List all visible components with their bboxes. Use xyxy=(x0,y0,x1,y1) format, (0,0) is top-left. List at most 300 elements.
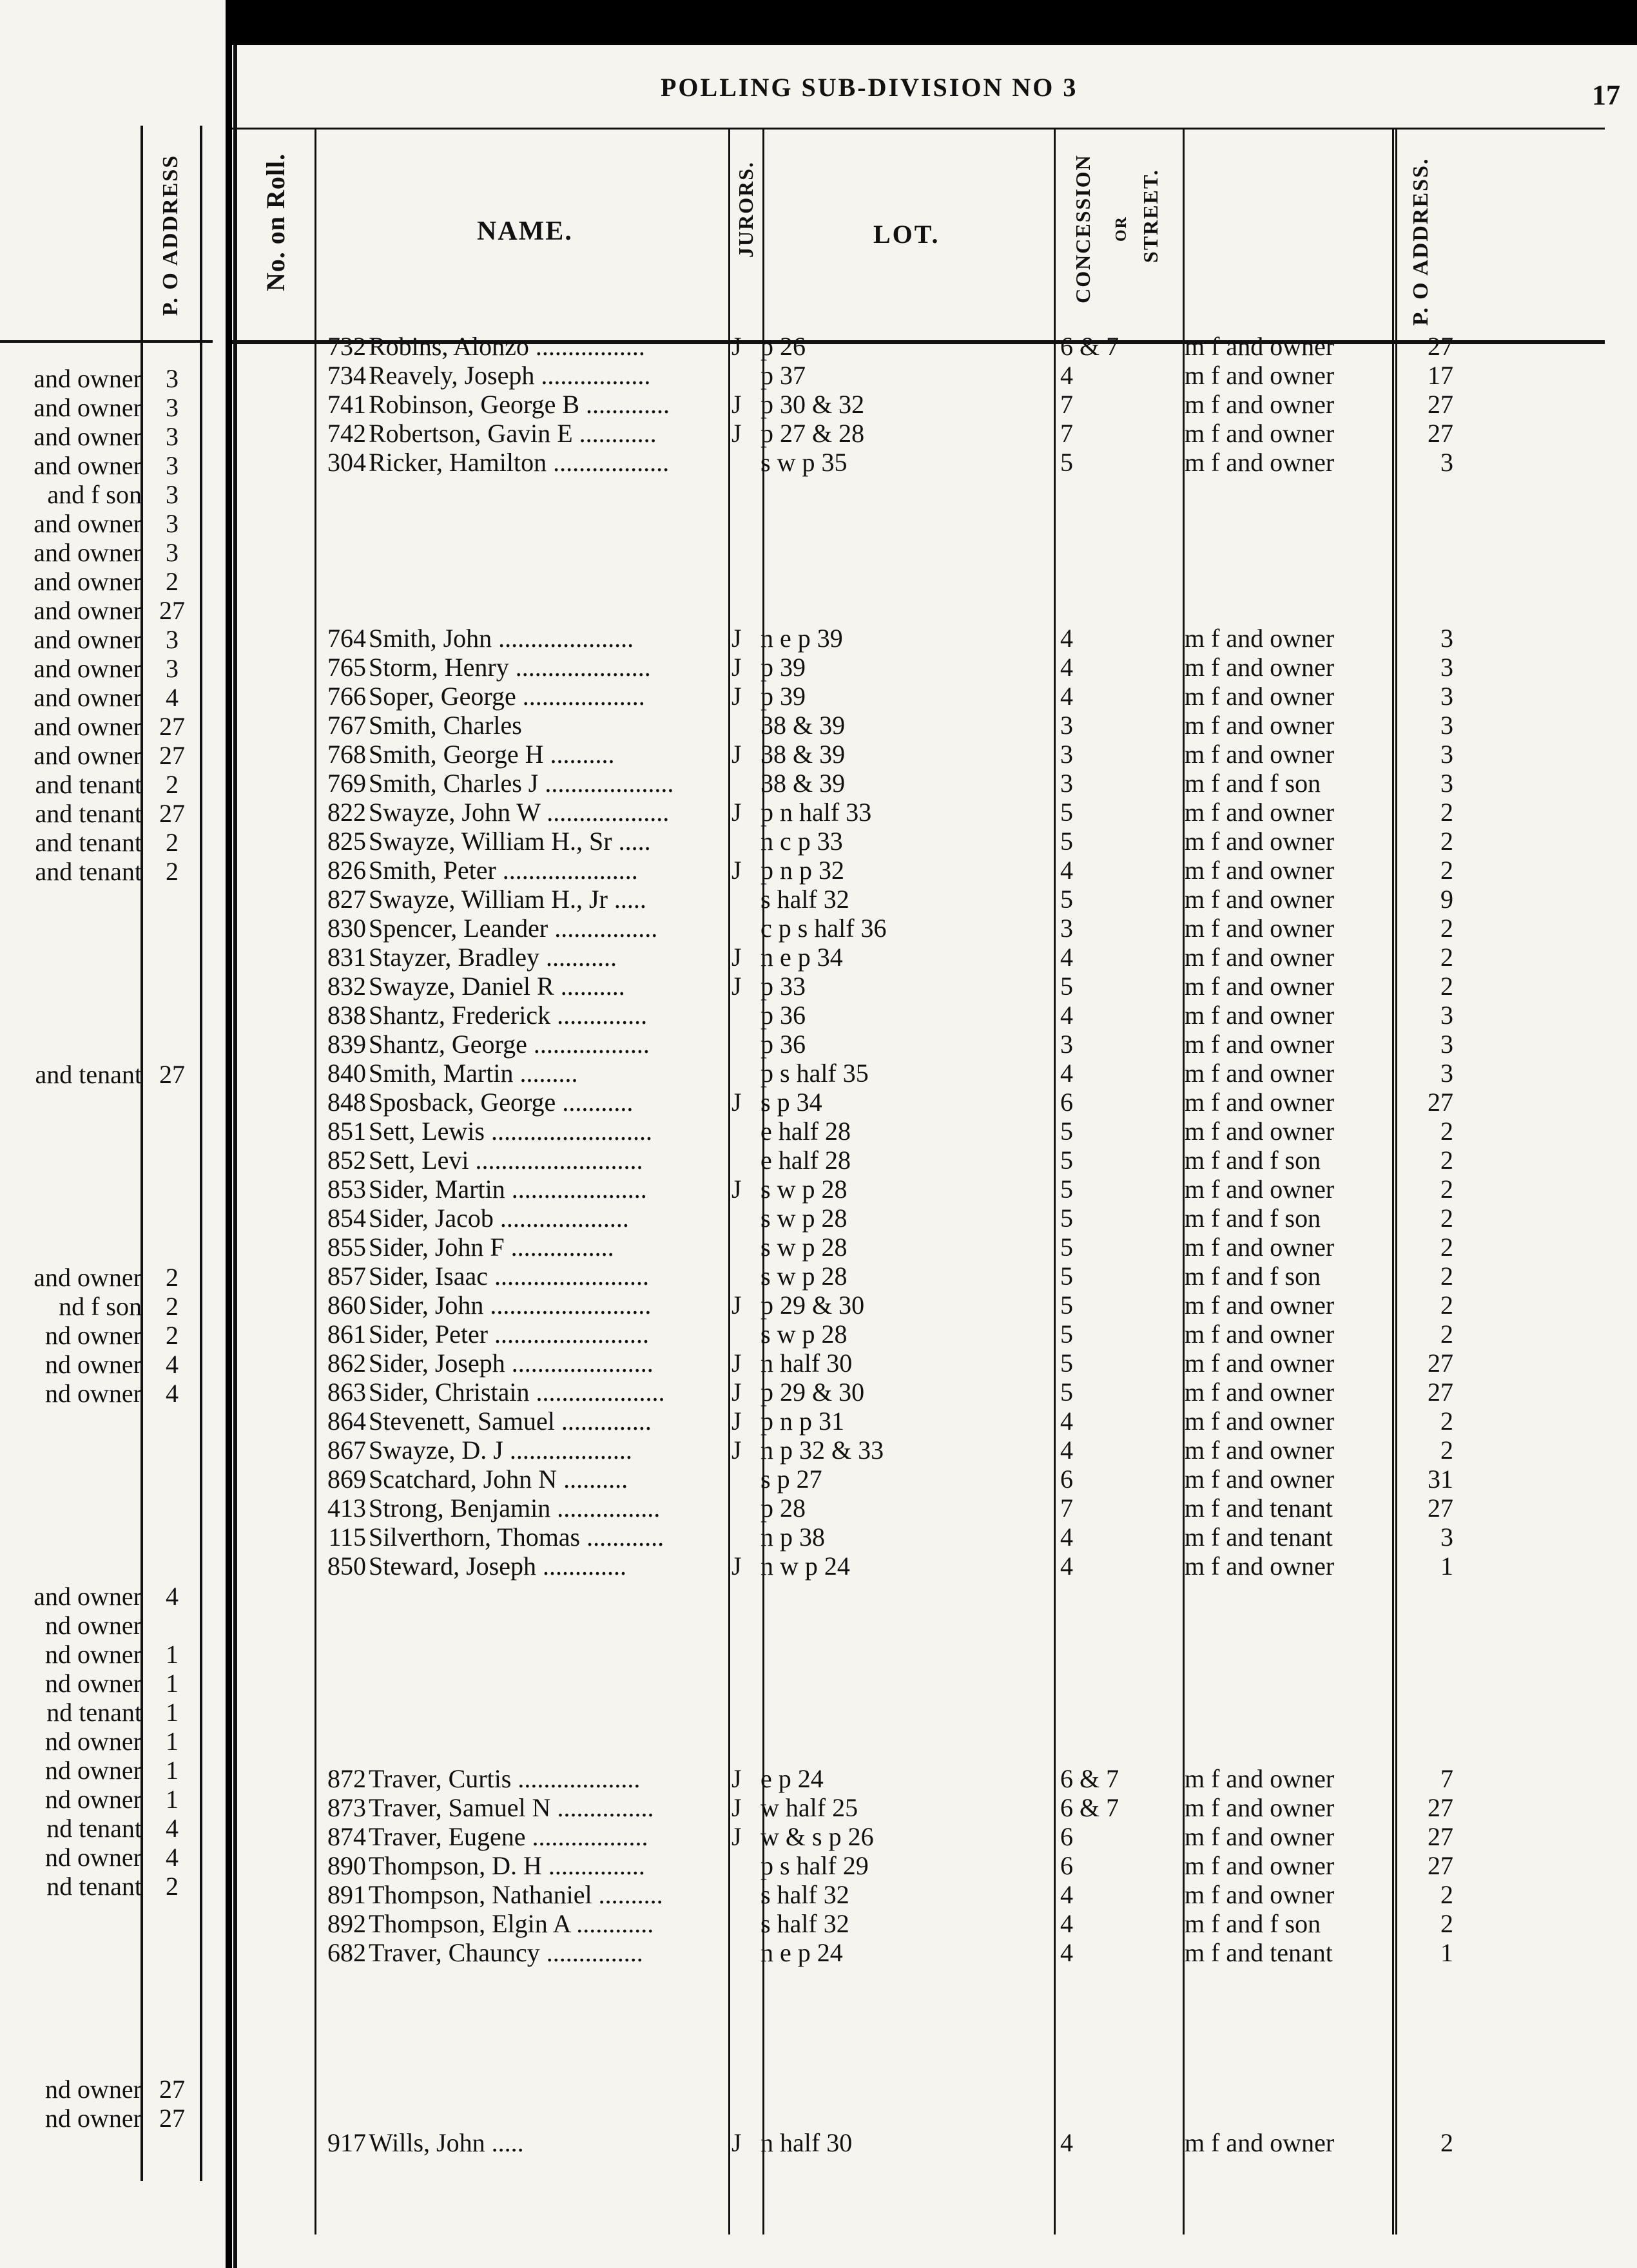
voter-name: Shantz, George .................. xyxy=(369,1030,650,1059)
lot: n e p 34 xyxy=(760,943,843,972)
occupation: and owner xyxy=(34,683,142,712)
voter-name: Traver, Chauncy ............... xyxy=(369,1938,643,1967)
voter-name: Sider, John F ................ xyxy=(369,1233,614,1262)
roll-number: 867 xyxy=(327,1436,366,1465)
concession: 4 xyxy=(1060,624,1073,653)
concession: 3 xyxy=(1060,914,1073,943)
po-address: 2 xyxy=(166,567,179,596)
juror-mark: J xyxy=(731,1378,742,1407)
po-address: 2 xyxy=(1440,1909,1453,1938)
concession: 6 xyxy=(1060,1851,1073,1880)
roll-number: 839 xyxy=(327,1030,366,1059)
occupation: nd owner xyxy=(45,1727,142,1756)
po-address: 3 xyxy=(166,422,179,451)
roll-number: 872 xyxy=(327,1764,366,1793)
lot: 38 & 39 xyxy=(760,711,846,740)
concession: 6 xyxy=(1060,1088,1073,1117)
occupation: m f and owner xyxy=(1185,1465,1335,1494)
occupation: m f and owner xyxy=(1185,1030,1335,1059)
juror-mark: J xyxy=(731,332,742,361)
po-address: 31 xyxy=(1428,1465,1453,1494)
po-address: 27 xyxy=(159,596,185,625)
concession: 5 xyxy=(1060,1117,1073,1146)
po-address: 3 xyxy=(1440,448,1453,477)
lot: w half 25 xyxy=(760,1793,858,1822)
occupation: nd owner xyxy=(45,1321,142,1350)
voter-name: Smith, Charles xyxy=(369,711,522,740)
voter-name: Soper, George ................... xyxy=(369,682,645,711)
occupation: nd owner xyxy=(45,1669,142,1698)
concession: 4 xyxy=(1060,1880,1073,1909)
po-address: 3 xyxy=(166,364,179,393)
juror-mark: J xyxy=(731,390,742,419)
roll-number: 855 xyxy=(327,1233,366,1262)
po-address: 27 xyxy=(1428,419,1453,448)
po-address: 2 xyxy=(1440,1291,1453,1320)
occupation: and tenant xyxy=(35,770,142,799)
roll-number: 864 xyxy=(327,1407,366,1436)
juror-mark: J xyxy=(731,2128,742,2157)
roll-number: 853 xyxy=(327,1175,366,1204)
po-address: 2 xyxy=(1440,972,1453,1001)
voter-name: Strong, Benjamin ................ xyxy=(369,1494,661,1523)
juror-mark: J xyxy=(731,1552,742,1581)
po-address: 2 xyxy=(166,857,179,886)
occupation: m f and owner xyxy=(1185,827,1335,856)
po-address: 3 xyxy=(1440,740,1453,769)
po-address: 27 xyxy=(1428,1822,1453,1851)
voter-name: Reavely, Joseph ................. xyxy=(369,361,651,390)
lot: p 26 xyxy=(760,332,806,361)
voter-name: Swayze, William H., Jr ..... xyxy=(369,885,646,914)
lot: n p 38 xyxy=(760,1523,825,1552)
occupation: m f and f son xyxy=(1185,1909,1321,1938)
occupation: nd owner xyxy=(45,1756,142,1785)
lot: n e p 24 xyxy=(760,1938,843,1967)
page-title: POLLING SUB-DIVISION NO 3 xyxy=(661,73,1078,102)
roll-number: 115 xyxy=(328,1523,366,1552)
po-address: 27 xyxy=(1428,1088,1453,1117)
occupation: m f and f son xyxy=(1185,769,1321,798)
po-address: 1 xyxy=(166,1698,179,1727)
roll-number: 769 xyxy=(327,769,366,798)
roll-number: 304 xyxy=(327,448,366,477)
lot: w & s p 26 xyxy=(760,1822,874,1851)
or-header: OR xyxy=(1113,216,1130,242)
voter-name: Robertson, Gavin E ............ xyxy=(369,419,657,448)
concession: 5 xyxy=(1060,972,1073,1001)
lot: p 29 & 30 xyxy=(760,1378,865,1407)
concession: 4 xyxy=(1060,1523,1073,1552)
voter-name: Ricker, Hamilton .................. xyxy=(369,448,670,477)
top-rule xyxy=(232,128,1605,130)
voter-name: Sider, Isaac ........................ xyxy=(369,1262,649,1291)
lot-header: LOT. xyxy=(873,220,940,249)
concession: 4 xyxy=(1060,1938,1073,1967)
po-address: 2 xyxy=(1440,1320,1453,1349)
occupation: and owner xyxy=(34,509,142,538)
occupation: m f and owner xyxy=(1185,1880,1335,1909)
juror-mark: J xyxy=(731,943,742,972)
po-address: 2 xyxy=(1440,856,1453,885)
occupation: nd owner xyxy=(45,1843,142,1872)
occupation: m f and owner xyxy=(1185,1552,1335,1581)
roll-number: 851 xyxy=(327,1117,366,1146)
occupation: m f and owner xyxy=(1185,1349,1335,1378)
roll-number: 857 xyxy=(327,1262,366,1291)
voter-name: Traver, Eugene .................. xyxy=(369,1822,648,1851)
concession: 4 xyxy=(1060,943,1073,972)
po-address: 2 xyxy=(1440,1175,1453,1204)
occupation: and owner xyxy=(34,451,142,480)
occupation: m f and owner xyxy=(1185,1764,1335,1793)
voter-name: Storm, Henry ..................... xyxy=(369,653,651,682)
voter-name: Silverthorn, Thomas ............ xyxy=(369,1523,664,1552)
occupation: m f and f son xyxy=(1185,1262,1321,1291)
occupation: m f and owner xyxy=(1185,419,1335,448)
voter-name: Sider, John ......................... xyxy=(369,1291,652,1320)
juror-mark: J xyxy=(731,1764,742,1793)
occupation: m f and owner xyxy=(1185,1291,1335,1320)
occupation: m f and owner xyxy=(1185,1378,1335,1407)
concession: 3 xyxy=(1060,711,1073,740)
roll-number: 768 xyxy=(327,740,366,769)
concession: 4 xyxy=(1060,361,1073,390)
po-address: 9 xyxy=(1440,885,1453,914)
roll-number: 827 xyxy=(327,885,366,914)
lot: s w p 28 xyxy=(760,1204,848,1233)
occupation: m f and owner xyxy=(1185,856,1335,885)
po-address: 2 xyxy=(1440,914,1453,943)
occupation: nd owner xyxy=(45,1611,142,1640)
occupation: m f and owner xyxy=(1185,332,1335,361)
lot: 38 & 39 xyxy=(760,740,846,769)
roll-number: 413 xyxy=(327,1494,366,1523)
voter-name: Swayze, William H., Sr ..... xyxy=(369,827,651,856)
column-rule xyxy=(1054,128,1056,2234)
roll-number: 822 xyxy=(327,798,366,827)
lot: s w p 28 xyxy=(760,1233,848,1262)
occupation: m f and owner xyxy=(1185,1117,1335,1146)
occupation: and owner xyxy=(34,567,142,596)
occupation: nd owner xyxy=(45,1350,142,1379)
po-address: 1 xyxy=(166,1727,179,1756)
concession: 5 xyxy=(1060,1378,1073,1407)
voter-name: Sposback, George ........... xyxy=(369,1088,634,1117)
roll-number: 892 xyxy=(327,1909,366,1938)
po-address: 2 xyxy=(1440,943,1453,972)
voter-name: Robinson, George B ............. xyxy=(369,390,670,419)
occupation: nd tenant xyxy=(46,1872,142,1901)
lot: p 28 xyxy=(760,1494,806,1523)
juror-mark: J xyxy=(731,1088,742,1117)
concession: 5 xyxy=(1060,1320,1073,1349)
roll-number: 852 xyxy=(327,1146,366,1175)
voter-name: Scatchard, John N .......... xyxy=(369,1465,628,1494)
voter-name: Steward, Joseph ............. xyxy=(369,1552,626,1581)
voter-name: Swayze, John W ................... xyxy=(369,798,670,827)
voter-name: Spencer, Leander ................ xyxy=(369,914,658,943)
concession: 6 xyxy=(1060,1465,1073,1494)
roll-number: 766 xyxy=(327,682,366,711)
concession: 3 xyxy=(1060,1030,1073,1059)
concession: 6 xyxy=(1060,1822,1073,1851)
lot: n w p 24 xyxy=(760,1552,850,1581)
po-address: 4 xyxy=(166,1582,179,1611)
voter-name: Swayze, Daniel R .......... xyxy=(369,972,625,1001)
po-address: 4 xyxy=(166,683,179,712)
lot: e half 28 xyxy=(760,1146,851,1175)
occupation: m f and tenant xyxy=(1185,1494,1333,1523)
lot: s half 32 xyxy=(760,885,849,914)
concession: 5 xyxy=(1060,1204,1073,1233)
po-address: 2 xyxy=(166,1321,179,1350)
occupation: m f and owner xyxy=(1185,682,1335,711)
occupation: and owner xyxy=(34,654,142,683)
lot: p 39 xyxy=(760,653,806,682)
roll-number: 825 xyxy=(327,827,366,856)
po-address: 4 xyxy=(166,1350,179,1379)
lot: p n p 32 xyxy=(760,856,844,885)
lot: p 30 & 32 xyxy=(760,390,865,419)
occupation: m f and owner xyxy=(1185,624,1335,653)
lot: p 33 xyxy=(760,972,806,1001)
occupation: nd owner xyxy=(45,1640,142,1669)
concession: 5 xyxy=(1060,1175,1073,1204)
lot: s p 27 xyxy=(760,1465,822,1494)
po-address: 27 xyxy=(159,2075,185,2104)
occupation: m f and owner xyxy=(1185,711,1335,740)
po-address: 27 xyxy=(1428,1851,1453,1880)
jurors-header: JURORS. xyxy=(734,161,757,258)
po-address: 27 xyxy=(159,799,185,828)
roll-number: 862 xyxy=(327,1349,366,1378)
po-address: 27 xyxy=(1428,1494,1453,1523)
occupation: m f and owner xyxy=(1185,943,1335,972)
concession: 4 xyxy=(1060,1552,1073,1581)
lot: 38 & 39 xyxy=(760,769,846,798)
lot: s w p 28 xyxy=(760,1320,848,1349)
roll-number: 917 xyxy=(327,2128,366,2157)
juror-mark: J xyxy=(731,740,742,769)
po-address: 3 xyxy=(1440,653,1453,682)
po-address: 3 xyxy=(166,480,179,509)
voter-name: Robins, Alonzo ................. xyxy=(369,332,645,361)
concession-header: CONCESSION xyxy=(1071,154,1094,303)
juror-mark: J xyxy=(731,1291,742,1320)
voter-name: Smith, John ..................... xyxy=(369,624,634,653)
occupation: nd owner xyxy=(45,2075,142,2104)
occupation: and tenant xyxy=(35,1060,142,1089)
occupation: m f and f son xyxy=(1185,1146,1321,1175)
occupation: m f and owner xyxy=(1185,390,1335,419)
roll-number: 850 xyxy=(327,1552,366,1581)
occupation: m f and owner xyxy=(1185,361,1335,390)
po-address: 3 xyxy=(1440,1030,1453,1059)
po-address: 1 xyxy=(1440,1938,1453,1967)
voter-name: Stevenett, Samuel .............. xyxy=(369,1407,652,1436)
po-address: 3 xyxy=(1440,1523,1453,1552)
occupation: and owner xyxy=(34,596,142,625)
lot: p 37 xyxy=(760,361,806,390)
voter-name: Sider, Jacob .................... xyxy=(369,1204,629,1233)
lot: s half 32 xyxy=(760,1909,849,1938)
po-address: 17 xyxy=(1428,361,1453,390)
roll-number: 848 xyxy=(327,1088,366,1117)
roll-number: 765 xyxy=(327,653,366,682)
juror-mark: J xyxy=(731,1822,742,1851)
po-address: 4 xyxy=(166,1379,179,1408)
concession: 5 xyxy=(1060,1291,1073,1320)
juror-mark: J xyxy=(731,1407,742,1436)
occupation: and owner xyxy=(34,393,142,422)
roll-number: 838 xyxy=(327,1001,366,1030)
po-address: 2 xyxy=(166,1263,179,1292)
lot: p n p 31 xyxy=(760,1407,844,1436)
occupation: and owner xyxy=(34,1582,142,1611)
lot: p 27 & 28 xyxy=(760,419,865,448)
occupation: m f and owner xyxy=(1185,740,1335,769)
po-address: 2 xyxy=(1440,1117,1453,1146)
po-address: 7 xyxy=(1440,1764,1453,1793)
occupation: and owner xyxy=(34,538,142,567)
lot: p s half 35 xyxy=(760,1059,869,1088)
voter-name: Sider, Martin ..................... xyxy=(369,1175,647,1204)
po-address: 27 xyxy=(1428,332,1453,361)
po-address: 2 xyxy=(1440,827,1453,856)
voter-name: Smith, Martin ......... xyxy=(369,1059,578,1088)
concession: 6 & 7 xyxy=(1060,1764,1119,1793)
juror-mark: J xyxy=(731,798,742,827)
roll-number: 767 xyxy=(327,711,366,740)
occupation: and tenant xyxy=(35,857,142,886)
concession: 5 xyxy=(1060,885,1073,914)
po-address: 2 xyxy=(1440,1233,1453,1262)
concession: 4 xyxy=(1060,1001,1073,1030)
voter-name: Stayzer, Bradley ........... xyxy=(369,943,617,972)
po-address: 3 xyxy=(166,625,179,654)
concession: 4 xyxy=(1060,856,1073,885)
po-address: 4 xyxy=(166,1843,179,1872)
po-address: 2 xyxy=(1440,1880,1453,1909)
roll-number: 860 xyxy=(327,1291,366,1320)
concession: 4 xyxy=(1060,1436,1073,1465)
voter-name: Sett, Levi .......................... xyxy=(369,1146,643,1175)
left-header-rule xyxy=(0,340,213,343)
lot: p 36 xyxy=(760,1001,806,1030)
po-address: 1 xyxy=(166,1756,179,1785)
lot: p s half 29 xyxy=(760,1851,869,1880)
po-address: 3 xyxy=(1440,1059,1453,1088)
voter-name: Smith, Charles J .................... xyxy=(369,769,674,798)
concession: 4 xyxy=(1060,682,1073,711)
lot: n e p 39 xyxy=(760,624,843,653)
juror-mark: J xyxy=(731,624,742,653)
occupation: and tenant xyxy=(35,828,142,857)
roll-number: 830 xyxy=(327,914,366,943)
occupation: nd owner xyxy=(45,1785,142,1814)
lot: s w p 28 xyxy=(760,1175,848,1204)
po-address: 3 xyxy=(1440,769,1453,798)
occupation: m f and owner xyxy=(1185,1059,1335,1088)
column-rule xyxy=(233,45,237,2268)
occupation: m f and owner xyxy=(1185,1793,1335,1822)
occupation: m f and owner xyxy=(1185,885,1335,914)
po-address: 1 xyxy=(166,1640,179,1669)
roll-number: 890 xyxy=(327,1851,366,1880)
occupation: nd tenant xyxy=(46,1814,142,1843)
lot: e half 28 xyxy=(760,1117,851,1146)
concession: 7 xyxy=(1060,419,1073,448)
roll-number: 854 xyxy=(327,1204,366,1233)
roll-number: 861 xyxy=(327,1320,366,1349)
po-address: 3 xyxy=(166,393,179,422)
lot: n half 30 xyxy=(760,2128,853,2157)
concession: 5 xyxy=(1060,1349,1073,1378)
occupation: nd f son xyxy=(59,1292,142,1321)
voter-name: Wills, John ..... xyxy=(369,2128,524,2157)
roll-number: 734 xyxy=(327,361,366,390)
lot: s w p 35 xyxy=(760,448,848,477)
concession: 7 xyxy=(1060,1494,1073,1523)
po-address: 2 xyxy=(1440,2128,1453,2157)
po-address: 2 xyxy=(1440,1436,1453,1465)
po-address: 2 xyxy=(1440,1146,1453,1175)
po-address: 1 xyxy=(166,1669,179,1698)
concession: 5 xyxy=(1060,798,1073,827)
occupation: and owner xyxy=(34,741,142,770)
name-header: NAME. xyxy=(477,216,573,246)
voter-name: Sider, Christain .................... xyxy=(369,1378,665,1407)
po-address: 2 xyxy=(166,828,179,857)
occupation: m f and owner xyxy=(1185,2128,1335,2157)
po-address: 2 xyxy=(1440,798,1453,827)
occupation: and owner xyxy=(34,1263,142,1292)
occupation: m f and owner xyxy=(1185,1320,1335,1349)
lot: p n half 33 xyxy=(760,798,872,827)
juror-mark: J xyxy=(731,1175,742,1204)
roll-number: 840 xyxy=(327,1059,366,1088)
left-page xyxy=(0,0,226,2268)
roll-number: 742 xyxy=(327,419,366,448)
roll-number: 873 xyxy=(327,1793,366,1822)
juror-mark: J xyxy=(731,419,742,448)
voter-name: Thompson, Elgin A ............ xyxy=(369,1909,654,1938)
occupation: and tenant xyxy=(35,799,142,828)
concession: 4 xyxy=(1060,1909,1073,1938)
occupation: m f and owner xyxy=(1185,972,1335,1001)
voter-name: Sider, Joseph ...................... xyxy=(369,1349,654,1378)
po-address: 1 xyxy=(1440,1552,1453,1581)
occupation: m f and owner xyxy=(1185,1233,1335,1262)
po-address: 2 xyxy=(166,1292,179,1321)
lot: s w p 28 xyxy=(760,1262,848,1291)
concession: 3 xyxy=(1060,769,1073,798)
no-on-roll-header: No. on Roll. xyxy=(261,153,290,292)
po-address: 27 xyxy=(159,2104,185,2133)
voter-name: Sett, Lewis ......................... xyxy=(369,1117,652,1146)
roll-number: 832 xyxy=(327,972,366,1001)
occupation: m f and owner xyxy=(1185,1851,1335,1880)
po-address: 2 xyxy=(1440,1204,1453,1233)
po-address: 27 xyxy=(159,741,185,770)
occupation: and owner xyxy=(34,364,142,393)
lot: e p 24 xyxy=(760,1764,824,1793)
roll-number: 891 xyxy=(327,1880,366,1909)
po-address: 27 xyxy=(1428,1378,1453,1407)
concession: 3 xyxy=(1060,740,1073,769)
juror-mark: J xyxy=(731,653,742,682)
